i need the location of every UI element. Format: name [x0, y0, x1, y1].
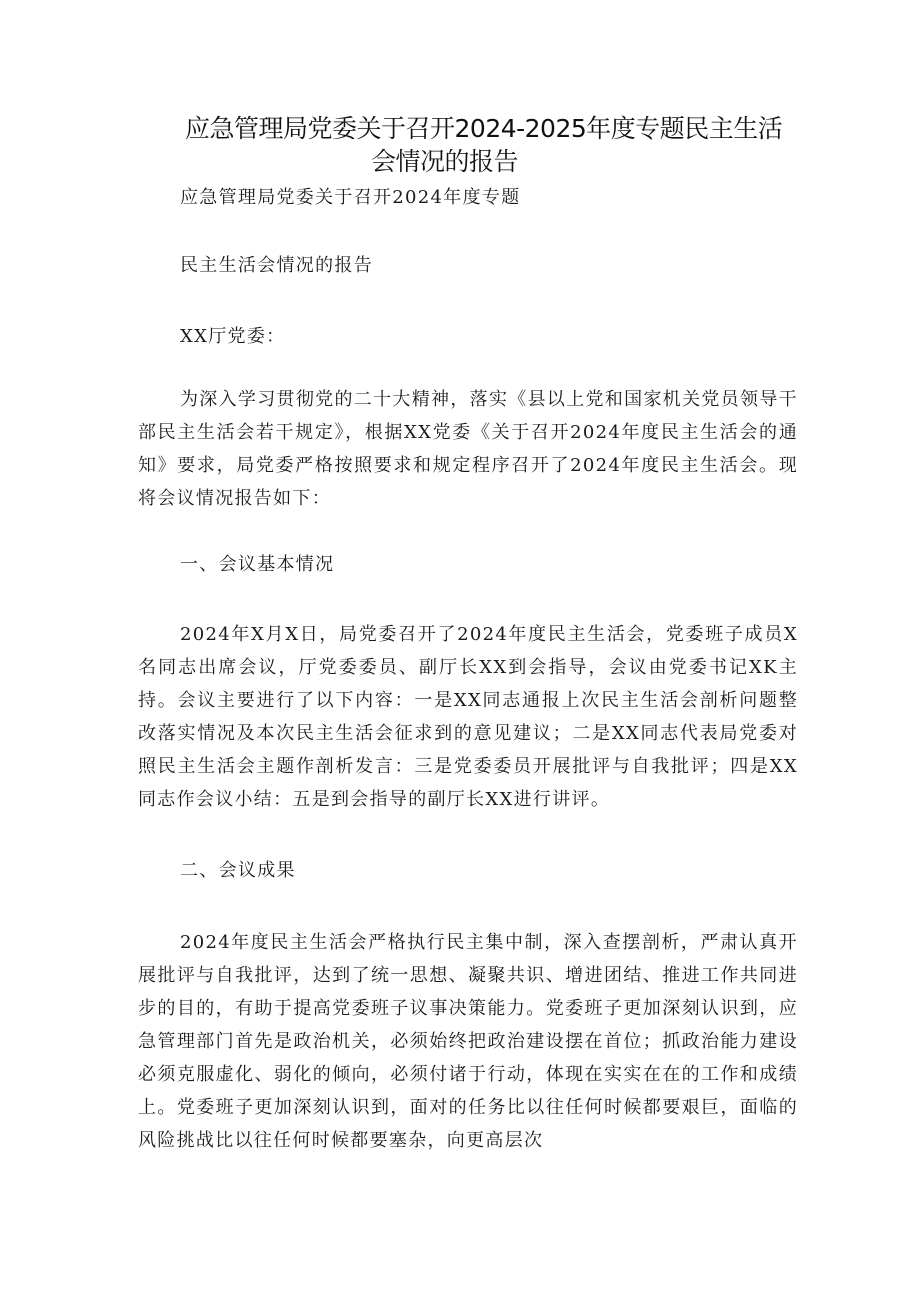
- title-line-2: 会情况的报告: [371, 147, 519, 176]
- section-2-heading: 二、会议成果: [180, 860, 296, 881]
- section-1-heading: 一、会议基本情况: [180, 554, 335, 575]
- title-line-1: 应急管理局党委关于召开2024-2025年度专题民主生活: [185, 114, 783, 143]
- subtitle-line-2: 民主生活会情况的报告: [180, 255, 373, 276]
- subtitle-line-1: 应急管理局党委关于召开2024年度专题: [180, 187, 521, 208]
- intro-paragraph: 为深入学习贯彻党的二十大精神，落实《县以上党和国家机关党员领导干部民主生活会若干规定》，根据XX党委《关于召开2024年度民主生活会的通知》要求，局党委严格按照要求和规定程序召开了2024年度民主生活会。现将会议情况报告如下：: [138, 389, 798, 509]
- section-1-body: 2024年X月X日，局党委召开了2024年度民主生活会，党委班子成员X名同志出席会议，厅党委委员、副厅长XX到会指导，会议由党委书记XK主持。会议主要进行了以下内容：一是XX同志通报上次民主生活会剖析问题整改落实情况及本次民主生活会征求到的意见建议；二是XX同志代表局党委对照民主生活会主题作剖析发言：三是党委委员开展批评与自我批评；四是XX同志作会议小结：五是到会指导的副厅长XX进行讲评。: [138, 624, 798, 810]
- document-title: [185, 112, 795, 178]
- salutation: XX厅党委：: [180, 326, 286, 347]
- section-2-body: 2024年度民主生活会严格执行民主集中制，深入查摆剖析，严肃认真开展批评与自我批评，达到了统一思想、凝聚共识、增进团结、推进工作共同进步的目的，有助于提高党委班子议事决策能力。党委班子更加深刻认识到，应急管理部门首先是政治机关，必须始终把政治建设摆在首位；抓政治能力建设必须克服虚化、弱化的倾向，必须付诸于行动，体现在实实在在的工作和成绩上。党委班子更加深刻认识到，面对的任务比以往任何时候都要艰巨，面临的风险挑战比以往任何时候都要塞杂，向更高层次: [138, 932, 798, 1151]
